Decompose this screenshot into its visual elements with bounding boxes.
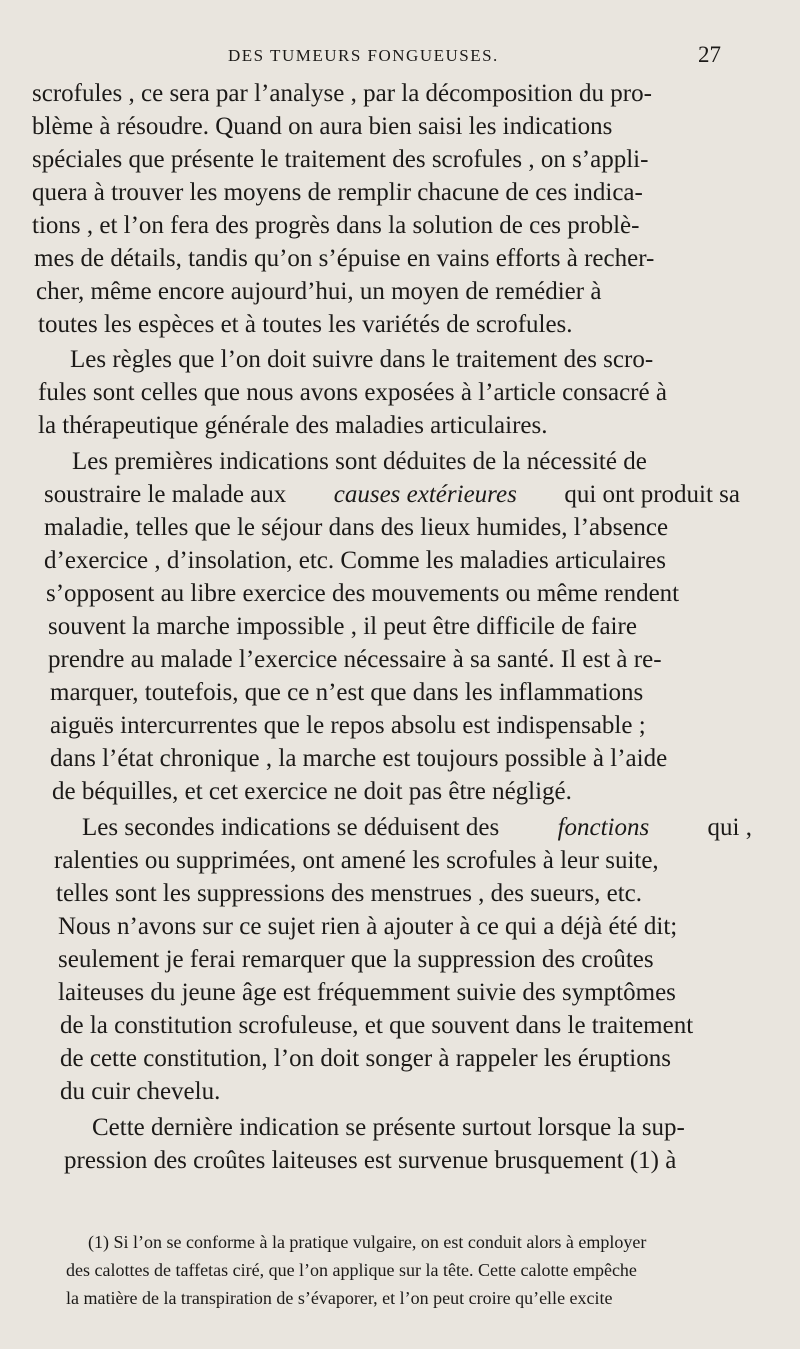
text-line: seulement je ferai remarquer que la suppression des croûtes: [58, 946, 654, 973]
text-line: marquer, toutefois, que ce n’est que dans les inflammations: [50, 679, 644, 706]
text-line: s’opposent au libre exercice des mouvements ou même rendent: [46, 580, 680, 607]
text-line: prendre au malade l’exercice nécessaire à sa santé. Il est à re-: [48, 646, 662, 673]
text-line: souvent la marche impossible , il peut être difficile de faire: [48, 613, 637, 640]
paragraph-start: Les premières indications sont déduites de la nécessité de: [72, 448, 647, 475]
text-line: tions , et l’on fera des progrès dans la solution de ces problè-: [32, 212, 640, 239]
text-line: ralenties ou supprimées, ont amené les scrofules à leur suite,: [54, 847, 659, 874]
text-line: toutes les espèces et à toutes les variétés de scrofules.: [38, 311, 573, 338]
text-line: quera à trouver les moyens de remplir chacune de ces indica-: [32, 179, 643, 206]
text-line: de béquilles, et cet exercice ne doit pas être négligé.: [52, 778, 572, 805]
text-line: scrofules , ce sera par l’analyse , par la décomposition du pro-: [32, 80, 652, 107]
text-line: la thérapeutique générale des maladies articulaires.: [38, 412, 548, 439]
text-line: cher, même encore aujourd’hui, un moyen de remédier à: [36, 278, 602, 305]
running-head: DES TUMEURS FONGUEUSES.: [228, 46, 499, 65]
paragraph-start: Cette dernière indication se présente surtout lorsque la sup-: [92, 1114, 685, 1141]
text-line: d’exercice , d’insolation, etc. Comme les maladies articulaires: [44, 547, 666, 574]
page-header: [0, 42, 800, 72]
paragraph-start: Les secondes indications se déduisent des fonctions qui ,: [82, 812, 752, 844]
footnote-line: des calottes de taffetas ciré, que l’on applique sur la tête. Cette calotte empêche: [66, 1260, 637, 1280]
italic-phrase: fonctions: [557, 814, 650, 841]
text-line: du cuir chevelu.: [60, 1078, 221, 1105]
text-line: telles sont les suppressions des menstrues , des sueurs, etc.: [56, 880, 643, 907]
text-line: aiguës intercurrentes que le repos absolu est indispensable ;: [50, 712, 646, 739]
italic-phrase: causes extérieures: [333, 481, 517, 508]
text-line: dans l’état chronique , la marche est toujours possible à l’aide: [50, 745, 668, 772]
text-line: spéciales que présente le traitement des scrofules , on s’appli-: [32, 146, 649, 173]
text-line: de cette constitution, l’on doit songer à rappeler les éruptions: [60, 1045, 671, 1072]
text-line: mes de détails, tandis qu’on s’épuise en vains efforts à recher-: [34, 245, 655, 272]
text-line: de la constitution scrofuleuse, et que souvent dans le traitement: [60, 1012, 694, 1039]
text-line: pression des croûtes laiteuses est survenue brusquement (1) à: [64, 1147, 677, 1174]
text-line: blème à résoudre. Quand on aura bien saisi les indications: [32, 113, 613, 140]
text-line: soustraire le malade aux causes extérieures qui ont produit sa: [44, 479, 740, 511]
page-number: 27: [698, 42, 721, 67]
footnote-line: la matière de la transpiration de s’évaporer, et l’on peut croire qu’elle excite: [66, 1288, 613, 1308]
paragraph-start: Les règles que l’on doit suivre dans le traitement des scro-: [70, 346, 654, 373]
text-line: Nous n’avons sur ce sujet rien à ajouter à ce qui a déjà été dit;: [58, 913, 678, 940]
footnote-line: (1) Si l’on se conforme à la pratique vulgaire, on est conduit alors à employer: [88, 1232, 647, 1252]
text-line: maladie, telles que le séjour dans des lieux humides, l’absence: [44, 514, 669, 541]
text-line: laiteuses du jeune âge est fréquemment suivie des symptômes: [58, 979, 676, 1006]
text-line: fules sont celles que nous avons exposées à l’article consacré à: [38, 379, 667, 406]
